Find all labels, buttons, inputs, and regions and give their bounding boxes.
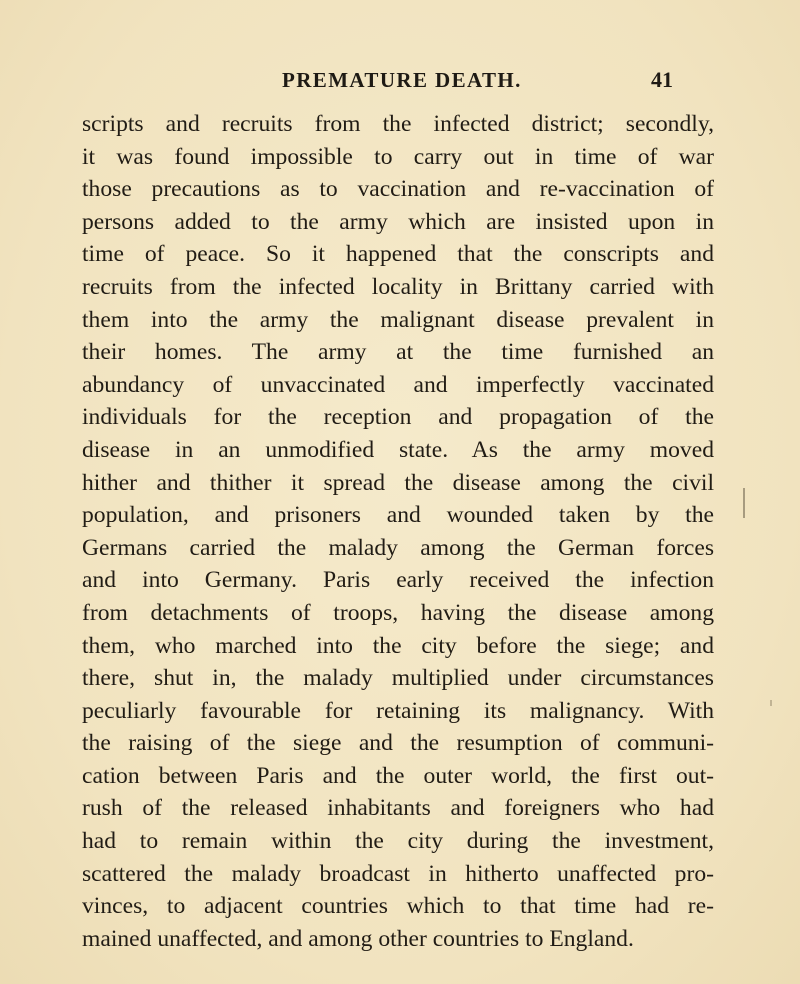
text-line: there, shut in, the malady multiplied under circumstances — [82, 665, 714, 692]
printing-mark — [743, 488, 745, 518]
text-line: abundancy of unvaccinated and imperfectly vaccinated — [82, 371, 714, 398]
text-line: and into Germany. Paris early received the infection — [82, 567, 714, 594]
text-line: Germans carried the malady among the German forces — [82, 534, 714, 561]
text-line: vinces, to adjacent countries which to that time had re- — [82, 893, 714, 920]
text-line: those precautions as to vaccination and re-vaccination of — [82, 176, 714, 203]
text-line: disease in an unmodified state. As the army moved — [82, 436, 714, 463]
text-line: persons added to the army which are insisted upon in — [82, 208, 714, 235]
text-line: cation between Paris and the outer world, the first out- — [82, 762, 714, 789]
text-line: their homes. The army at the time furnished an — [82, 339, 714, 366]
text-line: scattered the malady broadcast in hitherto unaffected pro- — [82, 860, 714, 887]
text-line: rush of the released inhabitants and foreigners who had — [82, 795, 714, 822]
text-line: the raising of the siege and the resumption of communi- — [82, 730, 714, 757]
text-line: them, who marched into the city before the siege; and — [82, 632, 714, 659]
text-line: had to remain within the city during the investment, — [82, 828, 714, 855]
text-line: peculiarly favourable for retaining its malignancy. With — [82, 697, 714, 724]
running-head — [0, 64, 800, 96]
running-title: PREMATURE DEATH. — [282, 68, 522, 92]
text-line: from detachments of troops, having the disease among — [82, 599, 714, 626]
text-line: mained unaffected, and among other countries to England. — [82, 925, 634, 952]
text-line: time of peace. So it happened that the conscripts and — [82, 241, 714, 268]
text-line: scripts and recruits from the infected district; secondly, — [82, 111, 714, 137]
text-line: population, and prisoners and wounded taken by the — [82, 502, 714, 529]
text-line: recruits from the infected locality in Brittany carried with — [82, 273, 714, 300]
body-text — [82, 108, 714, 955]
text-line: them into the army the malignant disease prevalent in — [82, 306, 714, 333]
printing-mark — [770, 700, 772, 706]
text-line: hither and thither it spread the disease among the civil — [82, 469, 714, 496]
page-number: 41 — [651, 67, 673, 92]
text-line: individuals for the reception and propagation of the — [82, 404, 714, 431]
text-line: it was found impossible to carry out in time of war — [82, 143, 714, 170]
